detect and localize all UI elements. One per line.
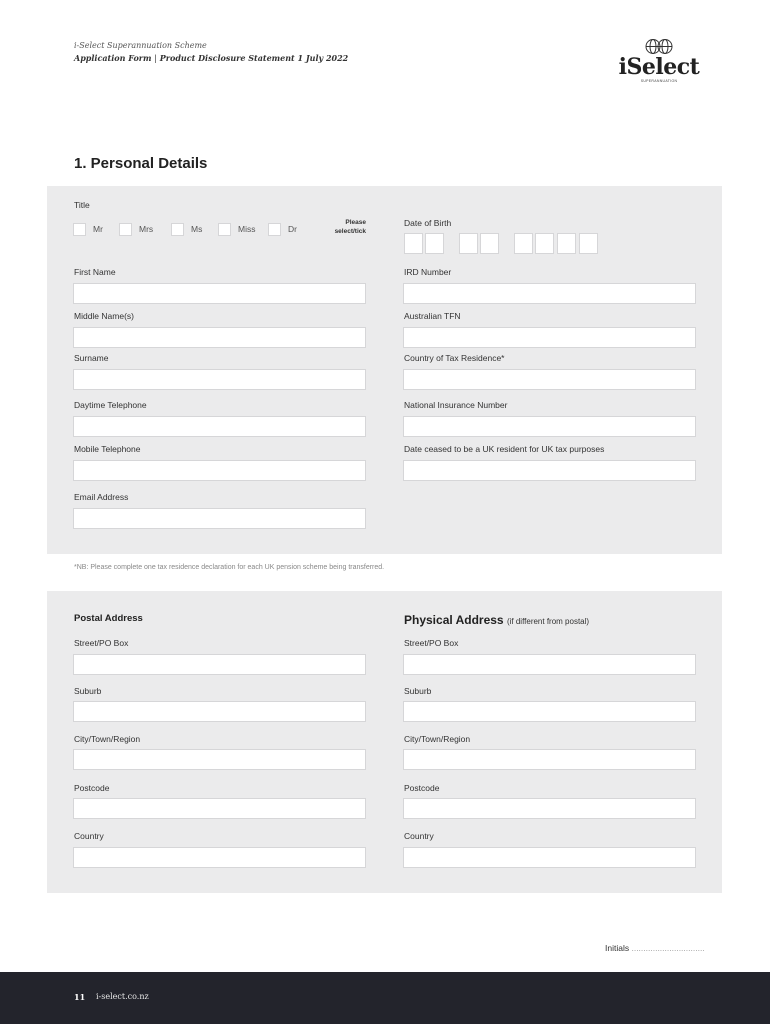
physical-country-label: Country [404, 831, 434, 841]
mobile-phone-field[interactable] [73, 460, 366, 481]
physical-heading-text: Physical Address [404, 613, 504, 627]
ird-field[interactable] [403, 283, 696, 304]
physical-suburb-field[interactable] [403, 701, 696, 722]
title-mr-checkbox[interactable] [73, 223, 86, 236]
postal-postcode-field[interactable] [73, 798, 366, 819]
ni-number-label: National Insurance Number [404, 400, 508, 410]
surname-field[interactable] [73, 369, 366, 390]
footer-url: i-select.co.nz [96, 992, 149, 1001]
title-miss-label: Miss [238, 224, 256, 234]
logo-subtext: SUPERANNUATION [640, 79, 678, 83]
postal-address-heading: Postal Address [74, 613, 143, 624]
title-ms-checkbox[interactable] [171, 223, 184, 236]
dob-year-digit-4[interactable] [579, 233, 598, 254]
logo-wordmark: iSelect [618, 54, 700, 80]
physical-city-label: City/Town/Region [404, 734, 471, 744]
email-field[interactable] [73, 508, 366, 529]
daytime-phone-field[interactable] [73, 416, 366, 437]
iselect-logo [618, 38, 700, 88]
title-mrs-checkbox[interactable] [119, 223, 132, 236]
postal-city-label: City/Town/Region [74, 734, 141, 744]
title-mr-label: Mr [93, 224, 103, 234]
surname-label: Surname [74, 353, 109, 363]
email-label: Email Address [74, 492, 129, 502]
please-line-1: Please [345, 219, 366, 226]
dob-day-digit-1[interactable] [404, 233, 423, 254]
postal-city-field[interactable] [73, 749, 366, 770]
physical-address-heading [404, 613, 589, 627]
physical-postcode-label: Postcode [404, 783, 440, 793]
initials-label: Initials [605, 943, 630, 953]
title-mrs-label: Mrs [139, 224, 154, 234]
postal-postcode-label: Postcode [74, 783, 110, 793]
dob-year-digit-1[interactable] [514, 233, 533, 254]
postal-country-label: Country [74, 831, 104, 841]
first-name-label: First Name [74, 267, 116, 277]
physical-street-field[interactable] [403, 654, 696, 675]
please-select-hint [318, 218, 366, 236]
tfn-label: Australian TFN [404, 311, 461, 321]
postal-suburb-label: Suburb [74, 686, 102, 696]
postal-country-field[interactable] [73, 847, 366, 868]
first-name-field[interactable] [73, 283, 366, 304]
title-ms-label: Ms [191, 224, 203, 234]
title-dr-checkbox[interactable] [268, 223, 281, 236]
dob-month-digit-1[interactable] [459, 233, 478, 254]
physical-postcode-field[interactable] [403, 798, 696, 819]
initials-line [605, 943, 705, 953]
physical-street-label: Street/PO Box [404, 638, 459, 648]
doc-title: Application Form [74, 53, 152, 63]
mobile-phone-label: Mobile Telephone [74, 444, 141, 454]
dob-month-digit-2[interactable] [480, 233, 499, 254]
uk-ceased-label: Date ceased to be a UK resident for UK tax purposes [404, 444, 605, 454]
physical-heading-note: (if different from postal) [506, 617, 590, 626]
document-title [74, 53, 348, 63]
tax-residence-note: *NB: Please complete one tax residence declaration for each UK pension scheme being transferred. [74, 564, 385, 571]
postal-street-label: Street/PO Box [74, 638, 129, 648]
dob-year-digit-3[interactable] [557, 233, 576, 254]
title-label: Title [74, 200, 90, 210]
dob-year-digit-2[interactable] [535, 233, 554, 254]
middle-name-field[interactable] [73, 327, 366, 348]
initials-field[interactable]: ............................... [631, 943, 705, 953]
title-miss-checkbox[interactable] [218, 223, 231, 236]
globe-icon [644, 38, 674, 55]
page-number: 11 [74, 992, 86, 1002]
postal-street-field[interactable] [73, 654, 366, 675]
uk-ceased-field[interactable] [403, 460, 696, 481]
section-title: 1. Personal Details [74, 155, 208, 172]
title-separator: | [154, 54, 157, 63]
tax-country-label: Country of Tax Residence* [404, 353, 505, 363]
tax-country-field[interactable] [403, 369, 696, 390]
physical-country-field[interactable] [403, 847, 696, 868]
dob-label: Date of Birth [404, 218, 452, 228]
please-line-2: select/tick [334, 228, 366, 235]
ird-label: IRD Number [404, 267, 452, 277]
tfn-field[interactable] [403, 327, 696, 348]
doc-subtitle: Product Disclosure Statement 1 July 2022 [159, 53, 349, 63]
postal-suburb-field[interactable] [73, 701, 366, 722]
title-dr-label: Dr [288, 224, 297, 234]
middle-name-label: Middle Name(s) [74, 311, 134, 321]
physical-suburb-label: Suburb [404, 686, 432, 696]
page-footer [0, 972, 770, 1024]
ni-number-field[interactable] [403, 416, 696, 437]
physical-city-field[interactable] [403, 749, 696, 770]
dob-day-digit-2[interactable] [425, 233, 444, 254]
scheme-name: i-Select Superannuation Scheme [74, 41, 207, 50]
daytime-phone-label: Daytime Telephone [74, 400, 147, 410]
